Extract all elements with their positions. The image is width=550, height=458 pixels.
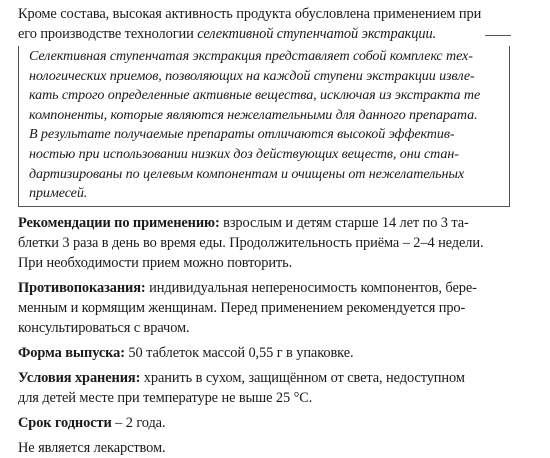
callout-line-8: примесей.	[29, 185, 88, 202]
intro-line-1: Кроме состава, высокая активность продукта обусловлена применением при	[18, 6, 482, 22]
callout-top-border	[485, 35, 511, 36]
callout-line-7: дартизированы по целевым компонентам и очищены от нежелательных	[29, 165, 464, 182]
shelf-life-text: – 2 года.	[111, 414, 166, 431]
extraction-callout-box	[18, 46, 510, 207]
recommendations-label: Рекомендации по применению:	[18, 214, 220, 231]
document-page	[18, 0, 518, 458]
recommendations-line-1	[18, 213, 518, 233]
intro-line-2	[18, 24, 518, 44]
release-form-line	[18, 343, 518, 363]
contraindications-line-2: менным и кормящим женщинам. Перед применением рекомендуется про-	[18, 299, 466, 316]
callout-line-3: кать строго определенные активные вещества, исключая из экстракта те	[29, 87, 481, 104]
release-form-section	[18, 343, 518, 363]
storage-line-1	[18, 368, 518, 388]
callout-line-1: Селективная ступенчатая экстракция представляет собой комплекс тех-	[29, 48, 473, 64]
callout-line-4: компоненты, которые являются нежелательными для данного препарата.	[29, 106, 478, 123]
release-form-label: Форма выпуска:	[18, 344, 125, 361]
note-section	[18, 438, 518, 458]
shelf-life-label: Срок годности	[18, 414, 112, 431]
recommendations-line-3: При необходимости прием можно повторить.	[18, 254, 293, 271]
callout-line-5: В результате получаемые препараты отличаются высокой эффектив-	[29, 126, 455, 143]
recommendations-text-1: взрослым и детям старше 14 лет по 3 та-	[219, 214, 469, 231]
shelf-life-section	[18, 413, 518, 433]
callout-line-6: ностью при использовании низких доз действующих веществ, они стан-	[29, 145, 459, 162]
storage-line-2: для детей месте при температуре не выше 25 °С.	[18, 389, 313, 406]
storage-text-1: хранить в сухом, защищённом от света, недоступном	[140, 369, 465, 386]
shelf-life-line	[18, 413, 518, 433]
intro-paragraph	[18, 4, 518, 44]
contraindications-text-1: индивидуальная непереносимость компонентов, бере-	[145, 279, 477, 296]
not-a-medicine-note: Не является лекарством.	[18, 439, 166, 456]
contraindications-section	[18, 278, 518, 338]
callout-line-2: нологических приемов, позволяющих на каждой ступени экстракции извле-	[29, 67, 475, 84]
contraindications-label: Противопоказания:	[18, 279, 146, 296]
intro-emphasis: селективной ступенчатой экстракции.	[197, 26, 437, 42]
storage-label: Условия хранения:	[18, 369, 141, 386]
recommendations-section	[18, 213, 518, 273]
intro-line-2-text: его производстве технологии	[18, 26, 198, 42]
contraindications-line-1	[18, 278, 518, 298]
contraindications-line-3: консультироваться с врачом.	[18, 319, 190, 336]
recommendations-line-2: блетки 3 раза в день во время еды. Продолжительность приёма – 2–4 недели.	[18, 234, 484, 251]
release-form-text: 50 таблеток массой 0,55 г в упаковке.	[124, 344, 354, 361]
storage-section	[18, 368, 518, 408]
